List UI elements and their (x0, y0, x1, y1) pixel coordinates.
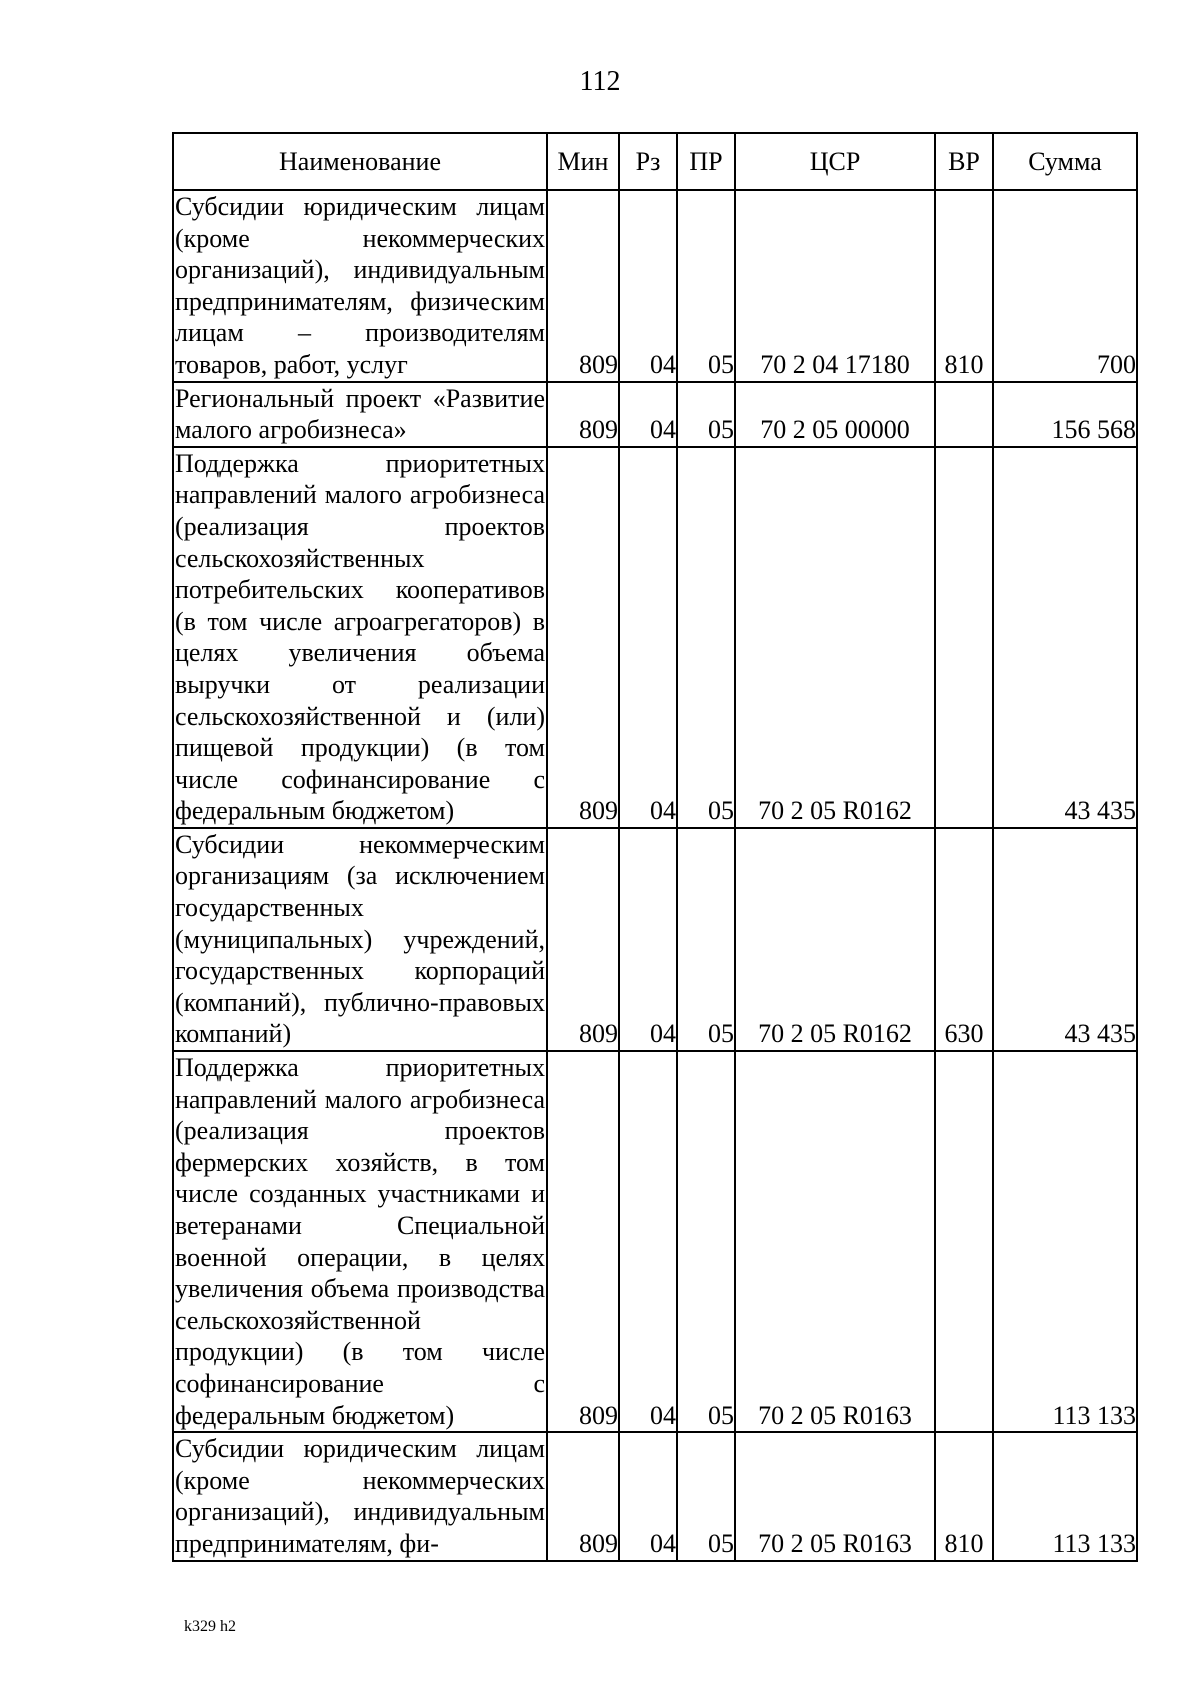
row-name: Субсидии некоммерческим организациям (за исключением государственных (муниципальных) учреждений, государственных корпораций (компаний), публично-правовых компаний) (173, 828, 547, 1051)
table-row (173, 382, 1137, 447)
row-pr: 05 (677, 382, 735, 447)
table-row (173, 447, 1137, 828)
document-code-footer: k329 h2 (184, 1618, 236, 1635)
row-csr: 70 2 05 R0162 (735, 447, 935, 828)
row-csr: 70 2 04 17180 (735, 190, 935, 382)
row-pr: 05 (677, 1051, 735, 1432)
header-pr: ПР (677, 133, 735, 190)
row-csr: 70 2 05 R0163 (735, 1051, 935, 1432)
table-row (173, 1432, 1137, 1560)
row-name: Субсидии юридическим лицам (кроме некоммерческих организаций), индивидуальным предпринимателям, физическим лицам – производителям товаров, работ, услуг (173, 190, 547, 382)
row-min: 809 (547, 1051, 619, 1432)
header-name: Наименование (173, 133, 547, 190)
row-csr: 70 2 05 00000 (735, 382, 935, 447)
row-pr: 05 (677, 190, 735, 382)
row-rz: 04 (619, 382, 677, 447)
row-sum: 156 568 (993, 382, 1137, 447)
row-sum: 113 133 (993, 1432, 1137, 1560)
row-vr: 810 (935, 1432, 993, 1560)
row-vr (935, 1051, 993, 1432)
row-name: Поддержка приоритетных направлений малого агробизнеса (реализация проектов фермерских хозяйств, в том числе созданных участниками и ветеранами Специальной военной операции, в целях увеличения объема производства сельскохозяйственной продукции) (в том числе софинансирование с федеральным бюджетом) (173, 1051, 547, 1432)
row-sum: 43 435 (993, 828, 1137, 1051)
row-csr: 70 2 05 R0162 (735, 828, 935, 1051)
table-row (173, 828, 1137, 1051)
row-vr: 630 (935, 828, 993, 1051)
row-rz: 04 (619, 447, 677, 828)
row-vr: 810 (935, 190, 993, 382)
budget-table (172, 132, 1138, 1562)
row-min: 809 (547, 828, 619, 1051)
row-min: 809 (547, 1432, 619, 1560)
row-sum: 113 133 (993, 1051, 1137, 1432)
page-number: 112 (579, 66, 621, 97)
table-row (173, 190, 1137, 382)
row-pr: 05 (677, 828, 735, 1051)
row-name: Поддержка приоритетных направлений малого агробизнеса (реализация проектов сельскохозяйственных потребительских кооперативов (в том числе агроагрегаторов) в целях увеличения объема выручки от реализации сельскохозяйственной и (или) пищевой продукции) (в том числе софинансирование с федеральным бюджетом) (173, 447, 547, 828)
row-sum: 700 (993, 190, 1137, 382)
header-csr: ЦСР (735, 133, 935, 190)
row-min: 809 (547, 447, 619, 828)
row-min: 809 (547, 382, 619, 447)
row-vr (935, 447, 993, 828)
row-rz: 04 (619, 190, 677, 382)
row-min: 809 (547, 190, 619, 382)
row-pr: 05 (677, 447, 735, 828)
header-vr: ВР (935, 133, 993, 190)
row-rz: 04 (619, 828, 677, 1051)
header-min: Мин (547, 133, 619, 190)
table-row (173, 1051, 1137, 1432)
row-name: Субсидии юридическим лицам (кроме некоммерческих организаций), индивидуальным предпринимателям, фи- (173, 1432, 547, 1560)
header-sum: Сумма (993, 133, 1137, 190)
row-vr (935, 382, 993, 447)
row-rz: 04 (619, 1432, 677, 1560)
header-rz: Рз (619, 133, 677, 190)
row-sum: 43 435 (993, 447, 1137, 828)
table-header-row (173, 133, 1137, 190)
row-name: Региональный проект «Развитие малого агробизнеса» (173, 382, 547, 447)
row-csr: 70 2 05 R0163 (735, 1432, 935, 1560)
row-rz: 04 (619, 1051, 677, 1432)
row-pr: 05 (677, 1432, 735, 1560)
